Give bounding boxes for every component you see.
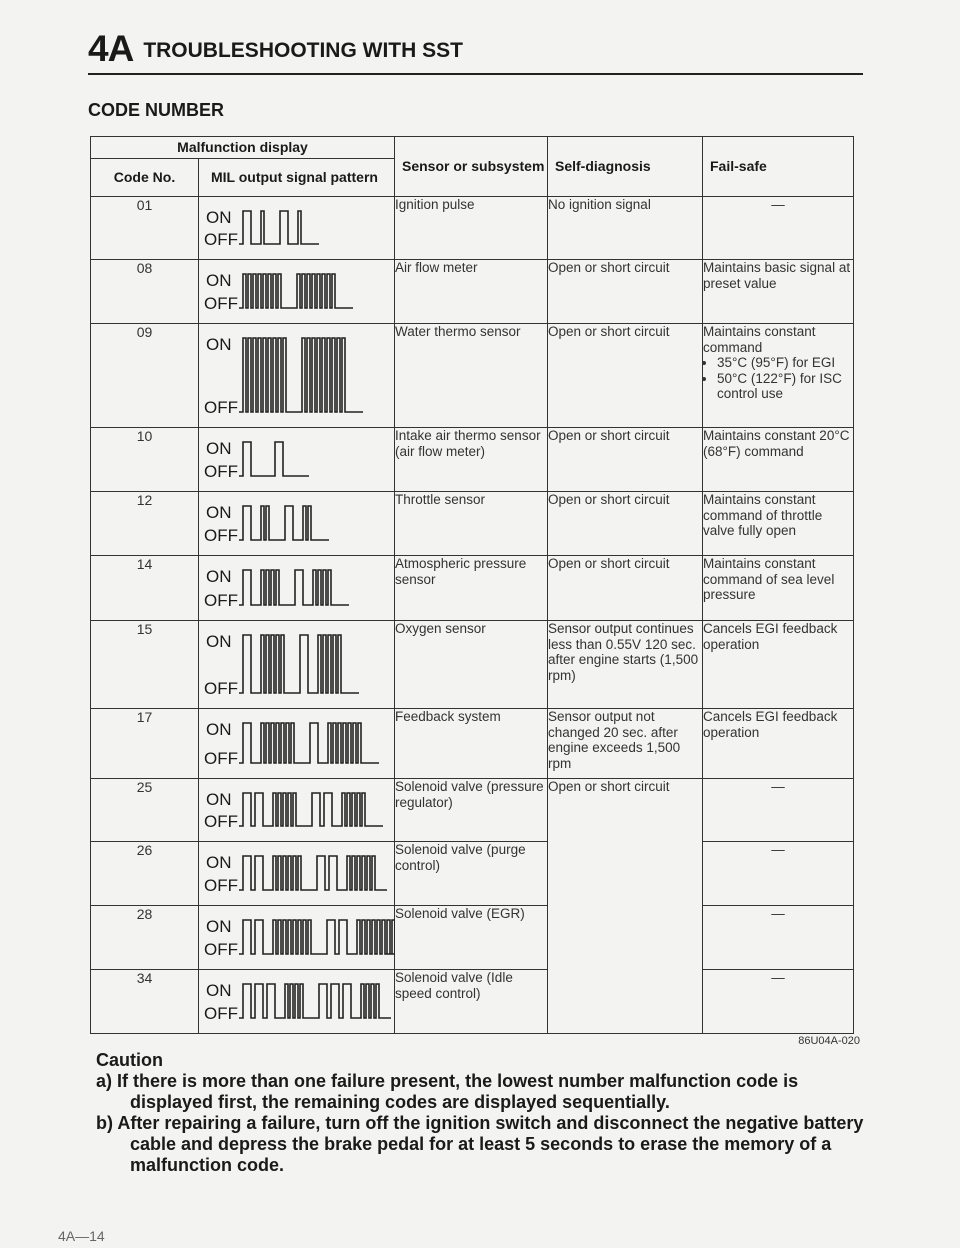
signal-waveform — [199, 492, 395, 556]
sensor-cell: Solenoid valve (EGR) — [395, 906, 548, 970]
signal-pattern-cell — [199, 970, 395, 1034]
signal-pattern-cell — [199, 779, 395, 842]
signal-on-label: ON — [206, 790, 232, 809]
fail-safe-text: Maintains constant command of throttle valve fully open — [703, 492, 823, 538]
sensor-cell: Air flow meter — [395, 260, 548, 324]
code-number-table — [90, 136, 854, 1034]
signal-pattern-cell — [199, 842, 395, 906]
malfunction-display-header: Malfunction display — [91, 137, 395, 159]
signal-off-label: OFF — [204, 1004, 238, 1023]
caution-item-a: a) If there is more than one failure present, the lowest number malfunction code is displayed first, the remaining codes are displayed sequentially. — [96, 1071, 799, 1112]
signal-on-label: ON — [206, 567, 232, 586]
signal-on-label: ON — [206, 853, 232, 872]
section-number: 4A — [88, 28, 134, 69]
sensor-cell: Water thermo sensor — [395, 324, 548, 428]
self-diagnosis-cell: Sensor output continues less than 0.55V 120 sec. after engine starts (1,500 rpm) — [548, 621, 703, 709]
fail-safe-list — [703, 355, 853, 402]
code-cell: 26 — [91, 842, 199, 906]
section-title: TROUBLESHOOTING WITH SST — [143, 39, 463, 62]
sensor-cell: Solenoid valve (pressure regulator) — [395, 779, 548, 842]
fail-safe-cell — [703, 260, 854, 324]
mil-output-header: MIL output signal pattern — [199, 159, 395, 197]
fail-safe-cell — [703, 779, 854, 842]
self-diagnosis-cell: Open or short circuit — [548, 556, 703, 621]
signal-on-label: ON — [206, 208, 232, 227]
fail-safe-cell — [703, 556, 854, 621]
signal-on-label: ON — [206, 632, 232, 651]
fail-safe-text: Cancels EGI feedback operation — [703, 621, 838, 652]
fail-safe-cell — [703, 709, 854, 779]
table-row — [91, 970, 854, 1034]
code-cell: 34 — [91, 970, 199, 1034]
fail-safe-text: Maintains constant command — [703, 324, 816, 355]
signal-pattern-cell — [199, 428, 395, 492]
fail-safe-text: — — [771, 970, 785, 985]
table-row — [91, 906, 854, 970]
signal-on-label: ON — [206, 917, 232, 936]
signal-on-label: ON — [206, 720, 232, 739]
table-row — [91, 428, 854, 492]
table-row — [91, 709, 854, 779]
fail-safe-cell — [703, 842, 854, 906]
fail-safe-header: Fail-safe — [703, 137, 854, 197]
fail-safe-text: Maintains constant 20°C (68°F) command — [703, 428, 850, 459]
fail-safe-cell — [703, 492, 854, 556]
signal-on-label: ON — [206, 981, 232, 1000]
signal-waveform — [199, 970, 395, 1034]
code-cell: 12 — [91, 492, 199, 556]
caution-item-b: b) After repairing a failure, turn off the ignition switch and disconnect the negative battery cable and depress the brake pedal for at least 5 seconds to erase the memory of a malfunction code. — [96, 1113, 864, 1175]
fail-safe-text: — — [771, 197, 785, 212]
code-cell: 28 — [91, 906, 199, 970]
signal-off-label: OFF — [204, 398, 238, 417]
sensor-cell: Atmospheric pressure sensor — [395, 556, 548, 621]
code-cell: 15 — [91, 621, 199, 709]
code-number-title: CODE NUMBER — [88, 100, 225, 120]
fail-safe-text: — — [771, 842, 785, 857]
signal-off-label: OFF — [204, 294, 238, 313]
waveform-line — [239, 984, 391, 1018]
code-cell: 10 — [91, 428, 199, 492]
signal-waveform — [199, 779, 395, 842]
sensor-cell: Throttle sensor — [395, 492, 548, 556]
fail-safe-list-item: • 35°C (95°F) for EGI — [717, 355, 853, 371]
signal-off-label: OFF — [204, 462, 238, 481]
self-diagnosis-cell: No ignition signal — [548, 197, 703, 260]
fail-safe-cell — [703, 324, 854, 428]
signal-on-label: ON — [206, 503, 232, 522]
code-cell: 17 — [91, 709, 199, 779]
signal-waveform — [199, 842, 395, 906]
signal-pattern-cell — [199, 709, 395, 779]
header-rule — [88, 73, 863, 75]
code-no-header: Code No. — [91, 159, 199, 197]
table-row — [91, 621, 854, 709]
waveform-line — [239, 211, 319, 244]
self-diagnosis-cell: Open or short circuit — [548, 260, 703, 324]
table-row — [91, 260, 854, 324]
fail-safe-text: Cancels EGI feedback operation — [703, 709, 838, 740]
waveform-line — [239, 274, 353, 308]
self-diagnosis-cell: Open or short circuit — [548, 779, 703, 1034]
signal-waveform — [199, 906, 395, 970]
fail-safe-cell — [703, 428, 854, 492]
waveform-line — [239, 635, 359, 693]
signal-waveform — [199, 197, 395, 260]
signal-pattern-cell — [199, 197, 395, 260]
waveform-line — [239, 793, 383, 826]
signal-waveform — [199, 428, 395, 492]
signal-pattern-cell — [199, 621, 395, 709]
page-number: 4A—14 — [58, 1228, 105, 1244]
signal-off-label: OFF — [204, 679, 238, 698]
self-diagnosis-cell: Sensor output not changed 20 sec. after engine exceeds 1,500 rpm — [548, 709, 703, 779]
fail-safe-text: Maintains basic signal at preset value — [703, 260, 851, 291]
fail-safe-text: Maintains constant command of sea level pressure — [703, 556, 835, 602]
signal-waveform — [199, 556, 395, 621]
sensor-cell: Intake air thermo sensor (air flow meter) — [395, 428, 548, 492]
signal-off-label: OFF — [204, 812, 238, 831]
signal-waveform — [199, 260, 395, 324]
self-diagnosis-header: Self-diagnosis — [548, 137, 703, 197]
self-diagnosis-cell: Open or short circuit — [548, 492, 703, 556]
caution-title: Caution — [96, 1050, 163, 1070]
signal-off-label: OFF — [204, 876, 238, 895]
signal-on-label: ON — [206, 335, 232, 354]
signal-pattern-cell — [199, 556, 395, 621]
fail-safe-cell — [703, 970, 854, 1034]
signal-pattern-cell — [199, 260, 395, 324]
caution-block — [96, 1050, 866, 1176]
self-diagnosis-cell: Open or short circuit — [548, 324, 703, 428]
signal-pattern-cell — [199, 324, 395, 428]
table-row — [91, 492, 854, 556]
waveform-line — [239, 570, 349, 605]
sensor-cell: Feedback system — [395, 709, 548, 779]
waveform-line — [239, 506, 329, 540]
code-cell: 01 — [91, 197, 199, 260]
code-cell: 08 — [91, 260, 199, 324]
code-cell: 25 — [91, 779, 199, 842]
signal-off-label: OFF — [204, 526, 238, 545]
waveform-line — [239, 338, 363, 412]
sensor-cell: Solenoid valve (Idle speed control) — [395, 970, 548, 1034]
signal-off-label: OFF — [204, 230, 238, 249]
table-row — [91, 779, 854, 842]
sensor-cell: Oxygen sensor — [395, 621, 548, 709]
waveform-line — [239, 920, 395, 954]
signal-pattern-cell — [199, 906, 395, 970]
signal-off-label: OFF — [204, 749, 238, 768]
sensor-header: Sensor or subsystem — [395, 137, 548, 197]
table-row — [91, 556, 854, 621]
fail-safe-text: — — [771, 779, 785, 794]
waveform-line — [239, 856, 387, 890]
fail-safe-cell — [703, 621, 854, 709]
code-cell: 14 — [91, 556, 199, 621]
waveform-line — [239, 442, 309, 476]
fail-safe-text: — — [771, 906, 785, 921]
self-diagnosis-cell: Open or short circuit — [548, 428, 703, 492]
code-cell: 09 — [91, 324, 199, 428]
sensor-cell: Solenoid valve (purge control) — [395, 842, 548, 906]
signal-on-label: ON — [206, 439, 232, 458]
signal-off-label: OFF — [204, 591, 238, 610]
signal-on-label: ON — [206, 271, 232, 290]
table-row — [91, 842, 854, 906]
sensor-cell: Ignition pulse — [395, 197, 548, 260]
signal-off-label: OFF — [204, 940, 238, 959]
fail-safe-cell — [703, 197, 854, 260]
table-row — [91, 197, 854, 260]
waveform-line — [239, 723, 379, 763]
fail-safe-list-item: • 50°C (122°F) for ISC control use — [717, 371, 853, 402]
page-header — [88, 28, 863, 70]
fail-safe-cell — [703, 906, 854, 970]
table-row — [91, 324, 854, 428]
figure-reference: 86U04A-020 — [798, 1035, 860, 1047]
signal-pattern-cell — [199, 492, 395, 556]
